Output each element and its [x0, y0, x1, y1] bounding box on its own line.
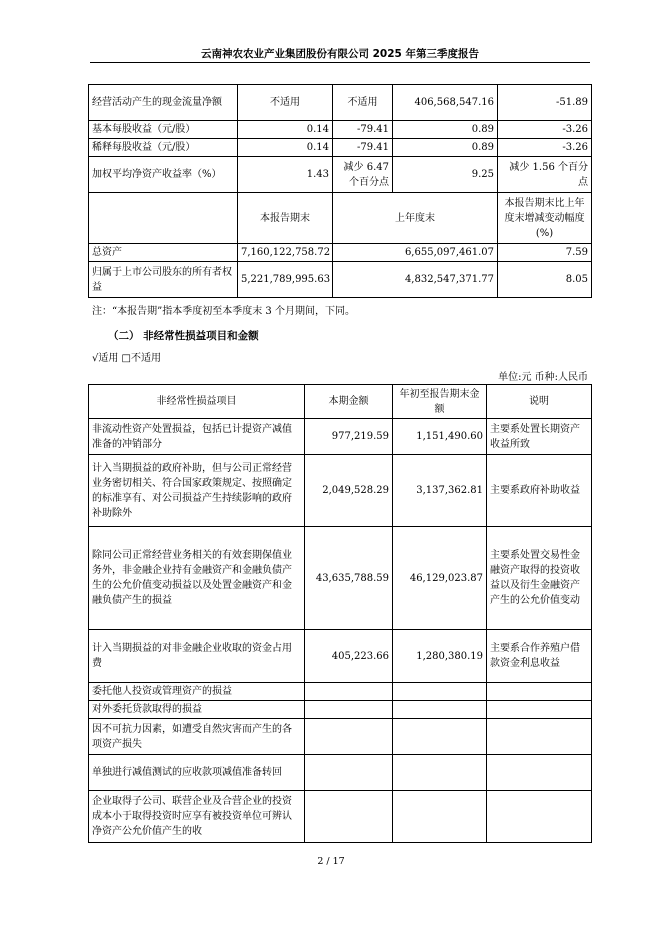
section-title: （二） 非经常性损益项目和金额 [108, 330, 259, 342]
item-description [487, 683, 592, 701]
item-description [487, 755, 592, 791]
table-row [89, 244, 592, 262]
table-row [89, 701, 592, 719]
table-cell: 9.25 [393, 157, 498, 193]
table-header-cell: 非经常性损益项目 [89, 385, 305, 419]
table-row [89, 755, 592, 791]
table-row [89, 157, 592, 193]
table-cell: 减少 6.47 个百分点 [333, 157, 393, 193]
table-row [89, 791, 592, 843]
table-row [89, 419, 592, 455]
table-cell: 7.59 [498, 244, 592, 262]
table-cell: 不适用 [333, 85, 393, 121]
table-row [89, 262, 592, 298]
table-header-row [89, 385, 592, 419]
table-row [89, 630, 592, 683]
table-header-cell: 上年度末 [333, 193, 498, 244]
item-label: 计入当期损益的对非金融企业收取的资金占用费 [89, 630, 305, 683]
table-cell: -79.41 [333, 121, 393, 139]
table-cell: -3.26 [498, 139, 592, 157]
table-cell: 3,137,362.81 [393, 455, 487, 527]
table-header-cell [89, 193, 238, 244]
non-recurring-items-table [88, 384, 592, 843]
table-cell: 减少 1.56 个百分点 [498, 157, 592, 193]
table-cell: 1,151,490.60 [393, 419, 487, 455]
item-label: 因不可抗力因素，如遭受自然灾害而产生的各项资产损失 [89, 719, 305, 755]
table-cell: 2,049,528.29 [305, 455, 393, 527]
item-label: 除同公司正常经营业务相关的有效套期保值业务外，非金融企业持有金融资产和金融负债产生的公允价值变动损益以及处置金融资产和金融负债产生的损益 [89, 527, 305, 630]
item-description: 主要系政府补助收益 [487, 455, 592, 527]
table-row [89, 527, 592, 630]
table-row [89, 719, 592, 755]
table-cell [393, 701, 487, 719]
table-row [89, 85, 592, 121]
table-row [89, 455, 592, 527]
header-divider [90, 62, 590, 63]
table-header-cell: 年初至报告期末金额 [393, 385, 487, 419]
table-row [89, 683, 592, 701]
table-cell: 不适用 [238, 85, 333, 121]
table-cell [393, 719, 487, 755]
item-label: 委托他人投资或管理资产的损益 [89, 683, 305, 701]
table-cell [305, 719, 393, 755]
row-label: 经营活动产生的现金流量净额 [89, 85, 238, 121]
table-cell: 8.05 [498, 262, 592, 298]
table-cell: 5,221,789,995.63 [238, 262, 333, 298]
item-description: 主要系处置长期资产收益所致 [487, 419, 592, 455]
table-cell [393, 791, 487, 843]
table-cell: 0.89 [393, 139, 498, 157]
table-cell [305, 683, 393, 701]
currency-unit: 单位:元 币种:人民币 [498, 372, 588, 383]
row-label: 加权平均净资产收益率（%） [89, 157, 238, 193]
table-subheader-row [89, 193, 592, 244]
table-cell: 7,160,122,758.72 [238, 244, 333, 262]
table-cell: 46,129,023.87 [393, 527, 487, 630]
item-description: 主要系处置交易性金融资产取得的投资收益以及衍生金融资产产生的公允价值变动 [487, 527, 592, 630]
table-cell [393, 683, 487, 701]
row-label: 基本每股收益（元/股） [89, 121, 238, 139]
row-label: 总资产 [89, 244, 238, 262]
table-cell: 4,832,547,371.77 [333, 262, 498, 298]
item-label: 企业取得子公司、联营企业及合营企业的投资成本小于取得投资时应享有被投资单位可辨认净资产公允价值产生的收 [89, 791, 305, 843]
row-label: 归属于上市公司股东的所有者权益 [89, 262, 238, 298]
table-cell [305, 755, 393, 791]
applicability-indicator: √适用 □不适用 [92, 353, 161, 364]
item-label: 对外委托贷款取得的损益 [89, 701, 305, 719]
table-cell: 0.14 [238, 139, 333, 157]
table-cell: 0.89 [393, 121, 498, 139]
table-cell: 977,219.59 [305, 419, 393, 455]
table-cell [305, 701, 393, 719]
table-row [89, 121, 592, 139]
page-number: 2 / 17 [317, 856, 345, 867]
item-label: 单独进行减值测试的应收款项减值准备转回 [89, 755, 305, 791]
row-label: 稀释每股收益（元/股） [89, 139, 238, 157]
table-cell: 406,568,547.16 [393, 85, 498, 121]
item-label: 非流动性资产处置损益，包括已计提资产减值准备的冲销部分 [89, 419, 305, 455]
table-cell: 405,223.66 [305, 630, 393, 683]
table-header-cell: 本报告期末比上年度末增减变动幅度(%) [498, 193, 592, 244]
item-description [487, 701, 592, 719]
table-cell [393, 755, 487, 791]
table-cell: 0.14 [238, 121, 333, 139]
table-cell: -79.41 [333, 139, 393, 157]
table-cell: 1,280,380.19 [393, 630, 487, 683]
item-description: 主要系合作养殖户借款资金利息收益 [487, 630, 592, 683]
item-description [487, 791, 592, 843]
table-cell: 1.43 [238, 157, 333, 193]
table-row [89, 139, 592, 157]
table-header-cell: 说明 [487, 385, 592, 419]
table-header-cell: 本报告期末 [238, 193, 333, 244]
table-header-cell: 本期金额 [305, 385, 393, 419]
table-cell: 6,655,097,461.07 [333, 244, 498, 262]
table-note: 注：“本报告期”指本季度初至本季度末 3 个月期间，下同。 [92, 306, 355, 317]
table-cell: -3.26 [498, 121, 592, 139]
item-description [487, 719, 592, 755]
table-cell: -51.89 [498, 85, 592, 121]
table-cell: 43,635,788.59 [305, 527, 393, 630]
report-header: 云南神农农业产业集团股份有限公司 2025 年第三季度报告 [200, 48, 480, 60]
key-financials-table [88, 84, 592, 298]
table-cell [305, 791, 393, 843]
item-label: 计入当期损益的政府补助，但与公司正常经营业务密切相关、符合国家政策规定、按照确定的标准享有、对公司损益产生持续影响的政府补助除外 [89, 455, 305, 527]
